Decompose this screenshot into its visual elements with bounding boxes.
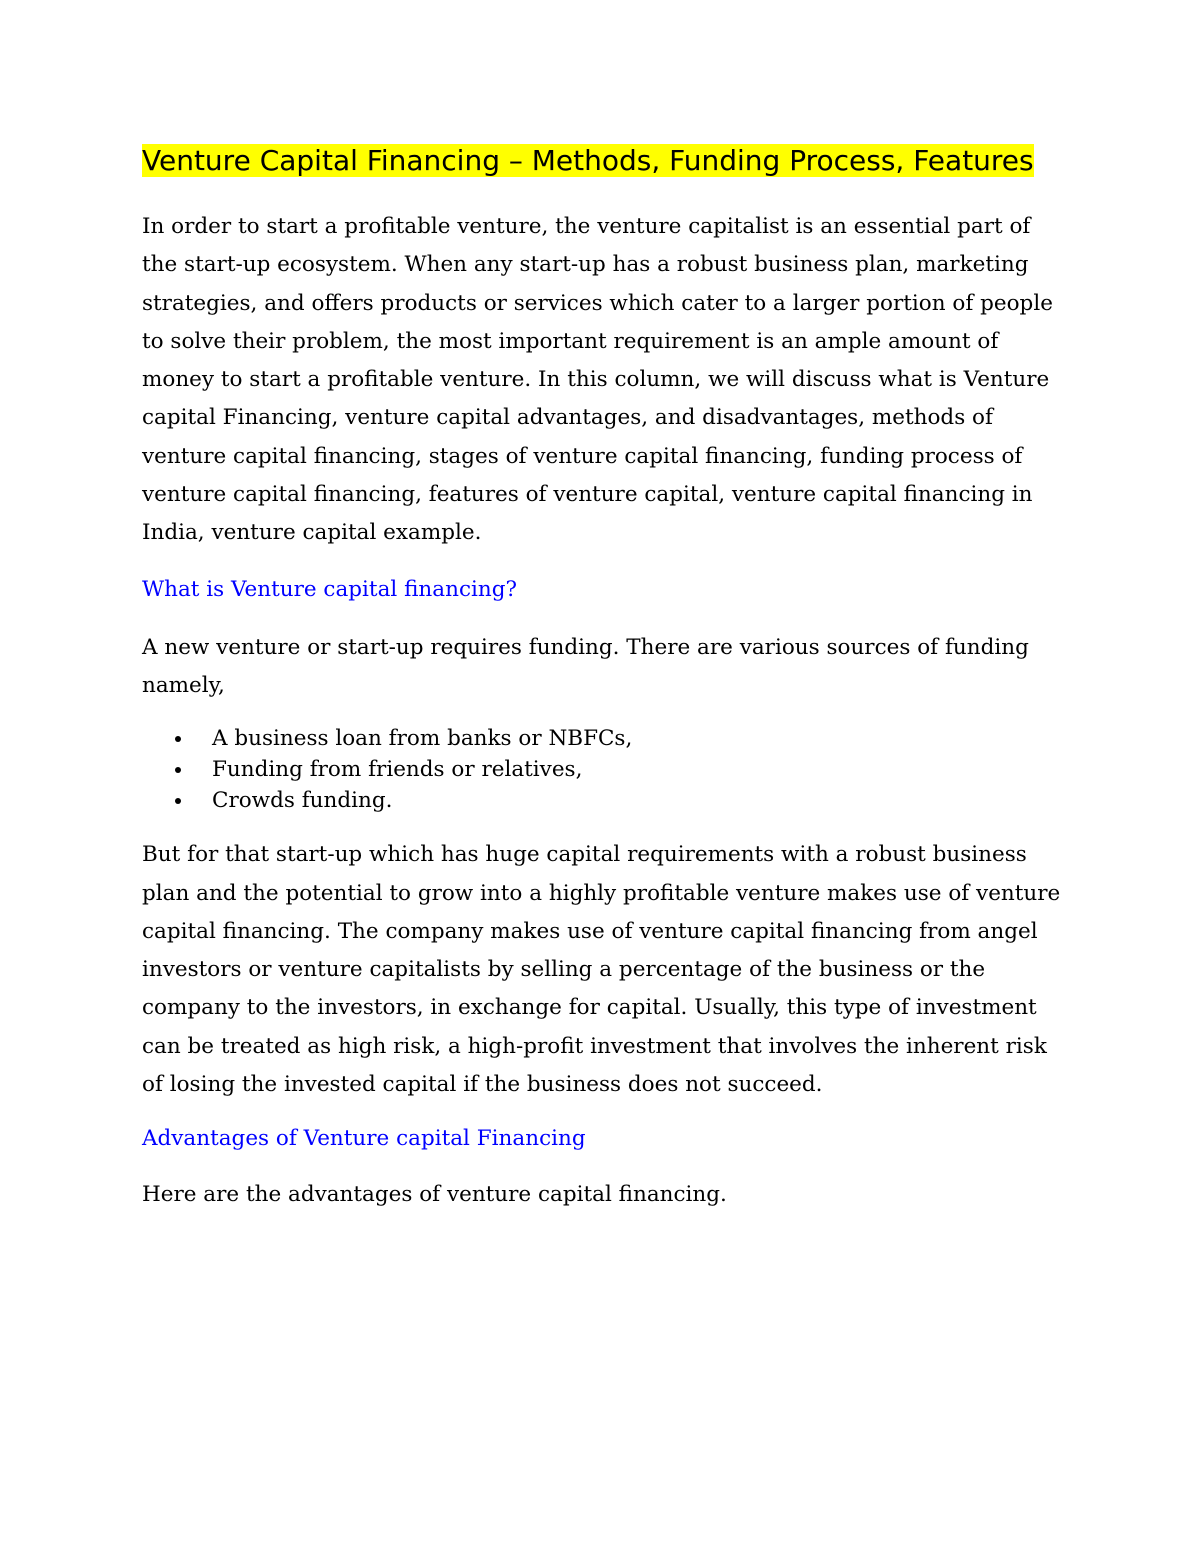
heading-advantages: Advantages of Venture capital Financing bbox=[142, 1126, 586, 1152]
title-highlight: Venture Capital Financing – Methods, Funding Process, Features bbox=[142, 144, 1034, 177]
funding-sources-list bbox=[142, 723, 1062, 816]
funding-sources-intro: A new venture or start-up requires funding. There are various sources of funding namely, bbox=[142, 634, 1029, 698]
list-item-text: Crowds funding. bbox=[212, 788, 393, 814]
bullet-icon bbox=[175, 767, 181, 773]
list-item bbox=[212, 785, 1062, 816]
bullet-icon bbox=[175, 798, 181, 804]
bullet-icon bbox=[175, 736, 181, 742]
document-title bbox=[142, 138, 1062, 184]
list-item-text: A business loan from banks or NBFCs, bbox=[212, 726, 633, 752]
list-item bbox=[212, 723, 1062, 754]
heading-what-is-venture-capital: What is Venture capital financing? bbox=[142, 576, 518, 602]
venture-capital-explanation: But for that start-up which has huge capital requirements with a robust business plan and the potential to grow into a highly profitable venture makes use of venture capital financing. The company makes use of venture capital financing from angel investors or venture capitalists by selling a percentage of the business or the company to the investors, in exchange for capital. Usually, this type of investment can be treated as high risk, a high-profit investment that involves the inherent risk of losing the invested capital if the business does not succeed. bbox=[142, 842, 1061, 1098]
list-item bbox=[212, 754, 1062, 785]
document-body bbox=[142, 138, 1062, 1239]
list-item-text: Funding from friends or relatives, bbox=[212, 757, 583, 783]
advantages-intro: Here are the advantages of venture capital financing. bbox=[142, 1182, 727, 1208]
intro-paragraph: In order to start a profitable venture, the venture capitalist is an essential part of the start-up ecosystem. When any start-up has a robust business plan, marketing strategies, and offers products or services which cater to a larger portion of people to solve their problem, the most important requirement is an ample amount of money to start a profitable venture. In this column, we will discuss what is Venture capital Financing, venture capital advantages, and disadvantages, methods of venture capital financing, stages of venture capital financing, funding process of venture capital financing, features of venture capital, venture capital financing in India, venture capital example. bbox=[142, 214, 1053, 546]
